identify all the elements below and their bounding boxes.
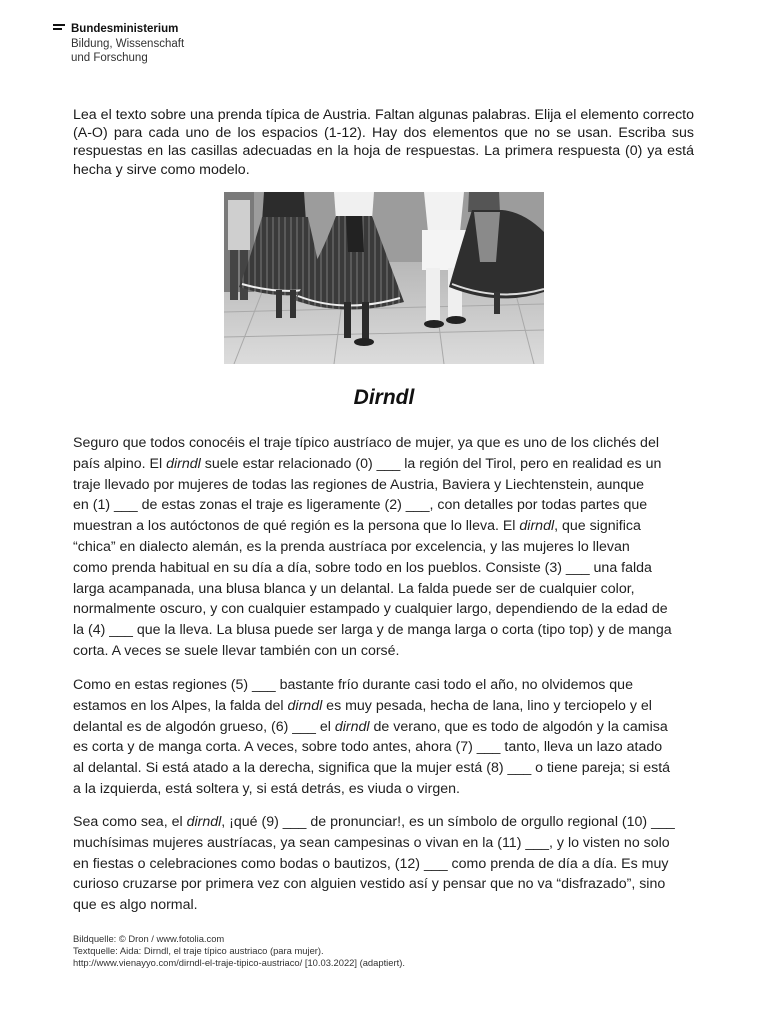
dancers-photo [224,192,544,364]
paragraph-1 [73,433,698,662]
austria-flag-icon [53,24,65,32]
text-line: Sea como sea, el dirndl, ¡qué (9) ___ de pronunciar!, es un símbolo de orgullo regional (10) ___ [73,814,675,830]
task-instructions: Lea el texto sobre una prenda típica de Austria. Faltan algunas palabras. Elija el elemento correcto (A-O) para cada uno de los espacios (1-12). Hay dos elementos que no se usan. Escriba sus respuestas en las casillas adecuadas en la hoja de respuestas. La primera respuesta (0) ya está hecha y sirve como modelo. [73,107,694,178]
text-line: como prenda habitual en su día a día, sobre todo en los pueblos. Consiste (3) ___ una falda [73,559,652,576]
text-source: Textquelle: Aida: Dirndl, el traje típico austriaco (para mujer). [73,945,324,956]
text-line: a la izquierda, está soltera y, si está detrás, es viuda o virgen. [73,780,460,797]
source-url: http://www.vienayyo.com/dirndl-el-traje-tipico-austriaco/ [10.03.2022] (adaptiert). [73,957,405,968]
paragraph-3 [73,812,698,916]
text-line: corta. A veces se suele llevar también con un corsé. [73,642,400,659]
paragraph-2 [73,675,698,800]
text-line: la (4) ___ que la lleva. La blusa puede ser larga y de manga larga o corta (tipo top) y de manga [73,622,672,639]
logo-line-3: und Forschung [71,52,148,64]
text-line: en fiestas o celebraciones como bodas o bautizos, (12) ___ como prenda de día a día. Es muy [73,855,669,872]
text-line: muestran a los autóctonos de qué región es la persona que lo lleva. El dirndl, que significa [73,518,641,535]
text-line: Seguro que todos conocéis el traje típico austríaco de mujer, ya que es uno de los clichés del [73,435,659,451]
logo-line-2: Bildung, Wissenschaft [71,37,185,50]
text-line: Como en estas regiones (5) ___ bastante frío durante casi todo el año, no olvidemos que [73,677,633,693]
text-line: al delantal. Si está atado a la derecha, significa que la mujer está (8) ___ o tiene pareja; si está [73,760,671,777]
source-credits [73,933,405,969]
text-line: delantal es de algodón grueso, (6) ___ el dirndl de verano, que es todo de algodón y la camisa [73,718,668,735]
text-line: curioso cruzarse por primera vez con alguien vestido así y pensar que no va “disfrazado”, sino [73,876,666,893]
text-line: es corta y de manga corta. A veces, sobre todo antes, ahora (7) ___ tanto, lleva un lazo atado [73,739,663,756]
dancers-illustration [224,192,544,364]
text-line: normalmente oscuro, y con cualquier estampado y cualquier largo, dependiendo de la edad de [73,601,668,618]
text-line: estamos en los Alpes, la falda del dirndl es muy pesada, hecha de lana, lino y terciopelo y el [73,697,652,714]
text-line: larga acampanada, una blusa blanca y un delantal. La falda puede ser de cualquier color, [73,580,635,597]
text-line: que es algo normal. [73,897,198,914]
text-line: “chica” en dialecto alemán, es la prenda austríaca por excelencia, y las mujeres lo llevan [73,538,630,555]
article-title: Dirndl [353,386,415,409]
logo-line-1: Bundesministerium [71,23,179,35]
text-line: traje llevado por mujeres de todas las regiones de Austria, Baviera y Liechtenstein, aunque [73,476,644,493]
image-source: Bildquelle: © Dron / www.fotolia.com [73,933,225,944]
text-line: país alpino. El dirndl suele estar relacionado (0) ___ la región del Tirol, pero en realidad es un [73,455,662,472]
text-line: muchísimas mujeres austríacas, ya sean campesinas o vivan en la (11) ___, y lo visten no solo [73,834,670,851]
text-line: en (1) ___ de estas zonas el traje es ligeramente (2) ___, con detalles por todas partes que [73,497,648,514]
logo-text [71,22,184,66]
